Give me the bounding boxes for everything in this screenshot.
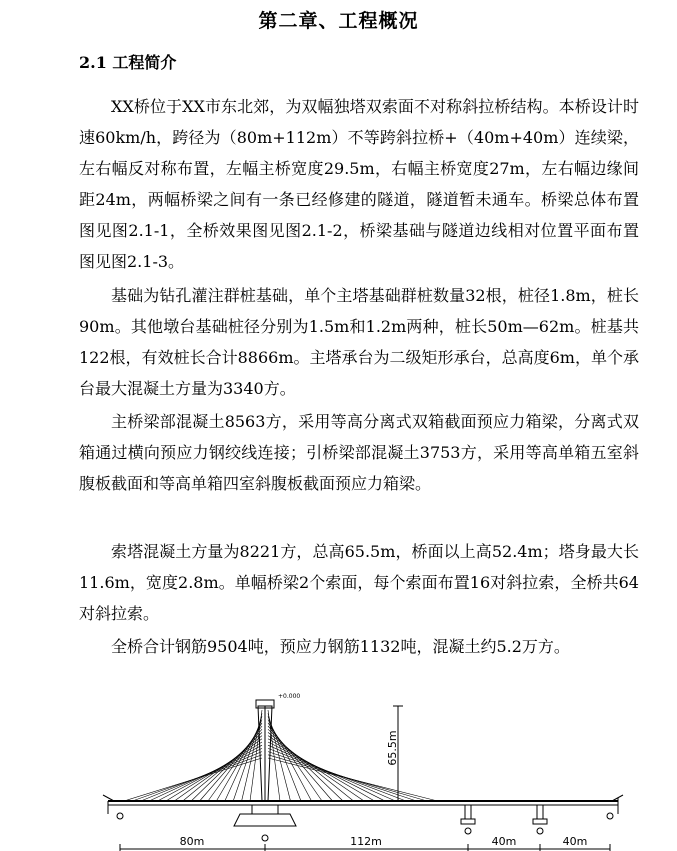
paragraph-foundation: 基础为钻孔灌注群桩基础，单个主塔基础群桩数量32根，桩径1.8m，桩长90m。其他墩台基础桩径分别为1.5m和1.2m两种，桩长50m—62m。桩基共122根，有效桩长合计8866m。主塔承台为二级矩形承台，总高度6m，单个承台最大混凝土方量为3340方。 bbox=[79, 286, 639, 398]
bearing-mark bbox=[117, 813, 123, 819]
stay-cable bbox=[208, 726, 262, 801]
pier-2 bbox=[533, 805, 547, 824]
bearing-mark bbox=[465, 828, 471, 834]
bearing-mark bbox=[537, 828, 543, 834]
stay-cable bbox=[200, 729, 262, 801]
pile-cap bbox=[234, 814, 296, 826]
paragraph-tower: 索塔混凝土方量为8221方，总高65.5m，桥面以上高52.4m；塔身最大长11.6m，宽度2.8m。单幅桥梁2个索面，每个索面布置16对斜拉索，全桥共64对斜拉索。 bbox=[79, 542, 639, 623]
stay-cable bbox=[166, 742, 262, 801]
stay-cable bbox=[268, 723, 322, 801]
stay-cable bbox=[124, 758, 262, 801]
span-label-80: 80m bbox=[179, 835, 205, 848]
span-label-112: 112m bbox=[350, 835, 382, 848]
pier-1 bbox=[461, 805, 475, 824]
bearing-mark bbox=[607, 813, 613, 819]
span-label-40-b: 40m bbox=[562, 835, 588, 848]
stay-cable bbox=[268, 758, 438, 801]
stay-cable bbox=[268, 732, 354, 801]
paragraph-girder: 主桥梁部混凝土8563方，采用等高分离式双箱截面预应力箱梁，分离式双箱通过横向预应力钢绞线连接；引桥梁部混凝土3753方，采用等高单箱五室斜腹板截面和等高单箱四室斜腹板截面预应力箱梁。 bbox=[79, 412, 639, 493]
paragraph-totals: 全桥合计钢筋9504吨，预应力钢筋1132吨，混凝土约5.2万方。 bbox=[111, 637, 570, 656]
bearing-mark bbox=[262, 835, 268, 841]
bridge-elevation-drawing bbox=[100, 686, 640, 851]
tower-height-label: 65.5m bbox=[386, 730, 399, 766]
stay-cable bbox=[268, 739, 375, 801]
tower-top-label: +0.000 bbox=[278, 693, 301, 700]
chapter-title: 第二章、工程概况 bbox=[258, 10, 419, 32]
span-label-40-a: 40m bbox=[491, 835, 517, 848]
stay-cable bbox=[268, 726, 333, 801]
section-heading: 2.1 工程简介 bbox=[79, 53, 177, 72]
paragraph-overview: XX桥位于XX市东北郊，为双幅独塔双索面不对称斜拉桥结构。本桥设计时速60km/h，跨径为（80m+112m）不等跨斜拉桥+（40m+40m）连续梁，左右幅反对称布置，左幅主桥宽度29.5m，右幅主桥宽度27m，左右幅边缘间距24m，两幅桥梁之间有一条已经修建的隧道，隧道暂未通车。桥梁总体布置图见图2.1-1，全桥效果图见图2.1-2，桥梁基础与隧道边线相对位置平面布置图见图2.1-3。 bbox=[79, 97, 639, 271]
